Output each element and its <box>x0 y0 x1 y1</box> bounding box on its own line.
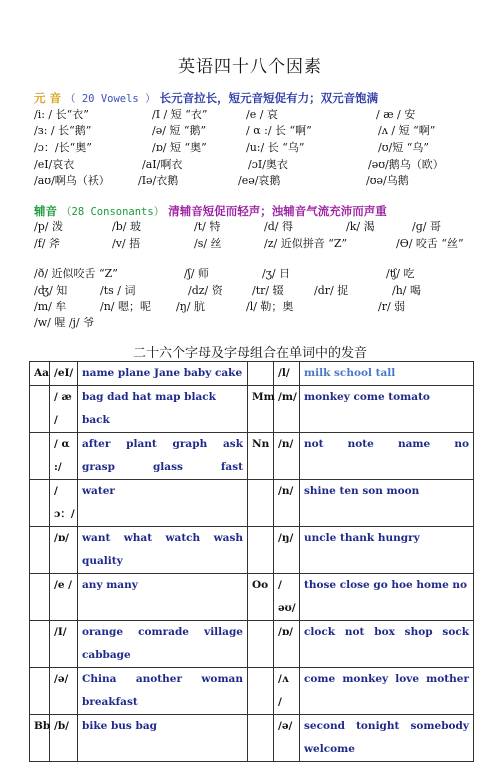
pronunciation-table <box>29 361 474 762</box>
letter-cell <box>248 362 274 386</box>
consonant-entry: /ʒ/ 日 <box>262 267 291 280</box>
consonant-entry: /d/ 得 <box>264 220 293 233</box>
words-cell: not note name no <box>300 433 474 480</box>
vowel-entry: /eə/哀鹅 <box>238 174 281 187</box>
consonant-row <box>34 283 474 299</box>
words-cell: monkey come tomato <box>300 386 474 433</box>
vowels-count: （ 20 Vowels ） <box>65 93 156 105</box>
consonant-entry: /ʧ/ 吃 <box>386 267 415 280</box>
ipa-cell: /eI/ <box>50 362 78 386</box>
words-cell: water <box>78 480 248 527</box>
ipa-cell: /m/ <box>274 386 300 433</box>
letter-cell: Bb <box>30 715 50 762</box>
consonant-entry: /s/ 丝 <box>194 237 222 250</box>
consonants-count: （28 Consonants） <box>61 206 165 218</box>
vowel-row <box>34 173 474 189</box>
vowel-entry: /ɔ：/长“奥” <box>34 141 92 154</box>
letter-cell <box>30 480 50 527</box>
vowel-entry: /ə/ 短 “鹅” <box>152 124 207 137</box>
ipa-cell: /I/ <box>50 621 78 668</box>
consonant-entry: /ʃ/ 师 <box>184 267 209 280</box>
vowel-entry: / α :/ 长 “啊” <box>246 124 312 137</box>
consonant-entry: /b/ 玻 <box>112 220 141 233</box>
consonant-entry: /dz/ 资 <box>188 284 223 297</box>
words-cell: any many <box>78 574 248 621</box>
letter-cell <box>248 621 274 668</box>
consonant-entry: /dr/ 捉 <box>314 284 349 297</box>
words-cell: name plane Jane baby cake <box>78 362 248 386</box>
consonant-entry: /p/ 泼 <box>34 220 63 233</box>
vowel-row <box>34 157 474 173</box>
vowel-entry: /ʌ / 短 “啊” <box>378 124 436 137</box>
consonant-row <box>34 315 474 331</box>
table-row <box>30 715 474 762</box>
consonants-rule: 清辅音短促而轻声；浊辅音气流充沛而声重 <box>168 204 387 218</box>
table-row <box>30 668 474 715</box>
ipa-cell: /ʌ / <box>274 668 300 715</box>
vowels-rule: 长元音拉长，短元音短促有力；双元音饱满 <box>159 91 379 105</box>
words-cell: orange comrade village cabbage <box>78 621 248 668</box>
words-cell: clock not box shop sock <box>300 621 474 668</box>
table-row <box>30 527 474 574</box>
words-cell: second tonight somebody welcome <box>300 715 474 762</box>
consonant-entry: /ŋ/ 肮 <box>176 300 205 313</box>
words-cell: China another woman breakfast <box>78 668 248 715</box>
words-cell: after plant graph ask grasp glass fast <box>78 433 248 480</box>
page-title: 英语四十八个因素 <box>178 57 322 77</box>
table-row <box>30 621 474 668</box>
consonants-heading <box>34 203 387 219</box>
vowel-entry: /aI/啊衣 <box>142 158 183 171</box>
letter-cell: Nn <box>248 433 274 480</box>
consonant-row <box>34 299 474 315</box>
consonant-entry: /Ө/ 咬舌 “丝” <box>396 237 464 250</box>
consonant-entry: /tr/ 辍 <box>252 284 284 297</box>
ipa-cell: /l/ <box>274 362 300 386</box>
consonant-entry: /g/ 哥 <box>412 220 441 233</box>
vowel-entry: /aʊ/啊乌（袄） <box>34 174 110 187</box>
letter-cell <box>30 574 50 621</box>
words-cell: bike bus bag <box>78 715 248 762</box>
letter-cell <box>30 433 50 480</box>
words-cell: milk school tall <box>300 362 474 386</box>
consonant-entry: /ʤ/ 知 <box>34 284 68 297</box>
vowel-entry: /ɔI/奥衣 <box>248 158 288 171</box>
vowel-entry: /ɒ/ 短 “奥” <box>152 141 207 154</box>
table-row <box>30 574 474 621</box>
vowel-entry: /ʊ/短 “乌” <box>378 141 429 154</box>
ipa-cell: / æ / <box>50 386 78 433</box>
vowels-heading <box>34 90 378 106</box>
letter-cell <box>248 668 274 715</box>
vowel-entry: /I / 短 “衣” <box>152 108 208 121</box>
consonant-entry: /z/ 近似拼音 “Z” <box>264 237 348 250</box>
consonant-entry: /ð/ 近似咬舌 “Z” <box>34 267 118 280</box>
consonant-entry: /h/ 喝 <box>392 284 421 297</box>
table-row <box>30 433 474 480</box>
ipa-cell: /ŋ/ <box>274 527 300 574</box>
letter-cell: Aa <box>30 362 50 386</box>
vowel-entry: /ʊə/乌鹅 <box>366 174 409 187</box>
table-title: 二十六个字母及字母组合在单词中的发音 <box>132 346 367 361</box>
ipa-cell: /ɒ/ <box>274 621 300 668</box>
vowel-row <box>34 140 474 156</box>
consonant-entry: /w/ 喔 /j/ 爷 <box>34 316 95 329</box>
ipa-cell: /ɒ/ <box>50 527 78 574</box>
vowel-entry: /əʊ/鹅乌（欧） <box>368 158 444 171</box>
words-cell: shine ten son moon <box>300 480 474 527</box>
consonant-entry: /ts / 词 <box>100 284 136 297</box>
consonant-entry: /v/ 捂 <box>112 237 141 250</box>
consonant-row <box>34 236 474 252</box>
letter-cell <box>30 668 50 715</box>
ipa-cell: /b/ <box>50 715 78 762</box>
letter-cell: Mm <box>248 386 274 433</box>
vowel-entry: /з: / 长“鹅” <box>34 124 92 137</box>
consonant-entry: /f/ 斧 <box>34 237 60 250</box>
consonant-entry: /t/ 特 <box>194 220 221 233</box>
consonant-entry: /l/ 勒；奥 <box>246 300 294 313</box>
letter-cell: Oo <box>248 574 274 621</box>
consonant-entry: /r/ 弱 <box>378 300 406 313</box>
ipa-cell: /əʊ/ <box>274 574 300 621</box>
words-cell: uncle thank hungry <box>300 527 474 574</box>
words-cell: those close go hoe home no <box>300 574 474 621</box>
letter-cell <box>248 480 274 527</box>
consonant-row <box>34 219 474 235</box>
vowel-entry: /i: / 长“衣” <box>34 108 89 121</box>
table-row <box>30 480 474 527</box>
table-row <box>30 362 474 386</box>
vowel-entry: /eI/哀衣 <box>34 158 75 171</box>
letter-cell <box>248 527 274 574</box>
vowel-row <box>34 107 474 123</box>
consonant-row <box>34 266 474 282</box>
ipa-cell: / α :/ <box>50 433 78 480</box>
consonant-entry: /k/ 渴 <box>346 220 375 233</box>
vowel-entry: /u:/ 长 “乌” <box>246 141 305 154</box>
words-cell: come monkey love mother <box>300 668 474 715</box>
vowel-entry: /Iə/衣鹅 <box>138 174 179 187</box>
consonant-entry: /n/ 嗯；呢 <box>100 300 151 313</box>
letter-cell <box>30 386 50 433</box>
consonant-entry: /m/ 牟 <box>34 300 67 313</box>
letter-cell <box>30 621 50 668</box>
table-row <box>30 386 474 433</box>
consonants-label: 辅音 <box>34 204 57 218</box>
vowel-entry: / æ / 安 <box>376 108 416 121</box>
vowel-entry: /e / 哀 <box>246 108 278 121</box>
vowel-row <box>34 123 474 139</box>
ipa-cell: /ə/ <box>50 668 78 715</box>
letter-cell <box>30 527 50 574</box>
words-cell: want what watch wash quality <box>78 527 248 574</box>
ipa-cell: /n/ <box>274 433 300 480</box>
ipa-cell: /ə/ <box>274 715 300 762</box>
vowels-label: 元 音 <box>34 91 62 105</box>
ipa-cell: /e / <box>50 574 78 621</box>
ipa-cell: /n/ <box>274 480 300 527</box>
words-cell: bag dad hat map black back <box>78 386 248 433</box>
ipa-cell: /ɔ：/ <box>50 480 78 527</box>
letter-cell <box>248 715 274 762</box>
